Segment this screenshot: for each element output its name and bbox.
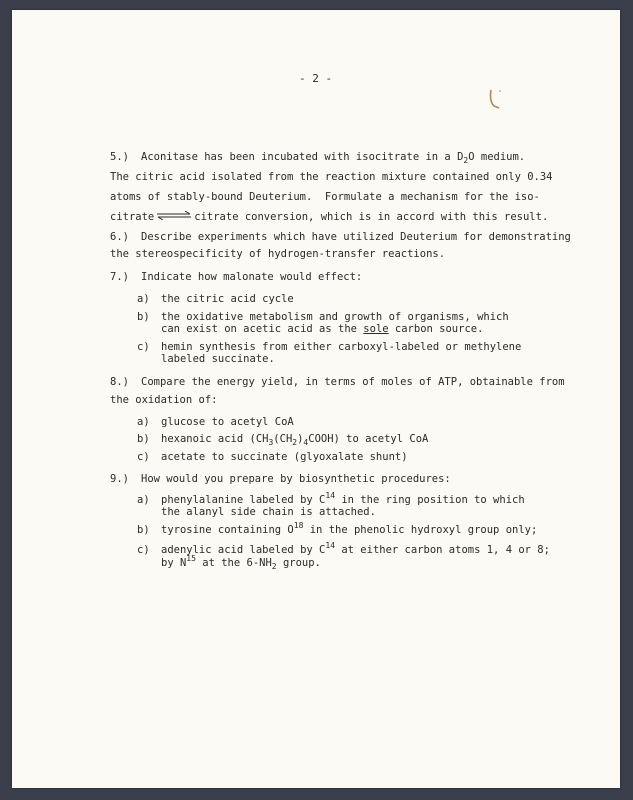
equilibrium-arrows-icon	[156, 211, 192, 220]
question-7b-line-2: can exist on acetic acid as the sole carbon source.	[161, 323, 484, 335]
question-5-number: 5.)	[110, 151, 129, 163]
question-8c-label: c)	[137, 451, 150, 463]
question-7b-label: b)	[137, 311, 150, 323]
page-number: - 2 -	[299, 72, 333, 85]
question-6-number: 6.)	[110, 231, 129, 243]
question-8-line-1: Compare the energy yield, in terms of moles of ATP, obtainable from	[141, 376, 565, 388]
question-8a-label: a)	[137, 416, 150, 428]
question-9-number: 9.)	[110, 473, 129, 485]
question-9c-line-2: by $N^{15}$ at the $6-NH_2$ group.	[161, 554, 321, 571]
question-8-line-2: the oxidation of:	[110, 394, 218, 406]
question-9b-label: b)	[137, 524, 150, 536]
question-9a-line-1: phenylalanine labeled by $C^{14}$ in the ring position to which	[161, 491, 525, 506]
underlined-word: sole	[363, 323, 389, 335]
question-8c-text: acetate to succinate (glyoxalate shunt)	[161, 451, 408, 463]
question-8-number: 8.)	[110, 376, 129, 388]
question-7-line-1: Indicate how malonate would effect:	[141, 271, 363, 283]
question-9c-line-1: adenylic acid labeled by $C^{14}$ at either carbon atoms 1, 4 or 8;	[161, 541, 550, 556]
pencil-mark-icon	[488, 88, 502, 110]
question-7c-label: c)	[137, 341, 150, 353]
question-9b-text: tyrosine containing $O^{18}$ in the phenolic hydroxyl group only;	[161, 521, 538, 536]
question-9a-line-2: the alanyl side chain is attached.	[161, 506, 376, 518]
question-5-line-4: citrate citrate conversion, which is in accord with this result.	[110, 211, 549, 223]
question-5-line-2: The citric acid isolated from the reaction mixture contained only 0.34	[110, 171, 553, 183]
question-9c-label: c)	[137, 544, 150, 556]
question-6-line-1: Describe experiments which have utilized Deuterium for demonstrating	[141, 231, 571, 243]
question-5-line-3: atoms of stably-bound Deuterium. Formulate a mechanism for the iso-	[110, 191, 540, 203]
question-7c-line-1: hemin synthesis from either carboxyl-labeled or methylene	[161, 341, 522, 353]
question-7-number: 7.)	[110, 271, 129, 283]
question-7c-line-2: labeled succinate.	[161, 353, 275, 365]
document-page	[12, 10, 620, 788]
question-7a-label: a)	[137, 293, 150, 305]
question-8a-text: glucose to acetyl CoA	[161, 416, 294, 428]
question-8b-label: b)	[137, 433, 150, 445]
question-7b-line-1: the oxidative metabolism and growth of organisms, which	[161, 311, 509, 323]
question-9a-label: a)	[137, 494, 150, 506]
question-5-line-1: Aconitase has been incubated with isocitrate in a $D_2O$ medium.	[141, 151, 526, 165]
question-6-line-2: the stereospecificity of hydrogen-transfer reactions.	[110, 248, 446, 260]
question-9-line-1: How would you prepare by biosynthetic procedures:	[141, 473, 451, 485]
question-8b-text: hexanoic acid $(CH_3(CH_2)_4COOH)$ to acetyl CoA	[161, 433, 429, 447]
question-7a-text: the citric acid cycle	[161, 293, 294, 305]
